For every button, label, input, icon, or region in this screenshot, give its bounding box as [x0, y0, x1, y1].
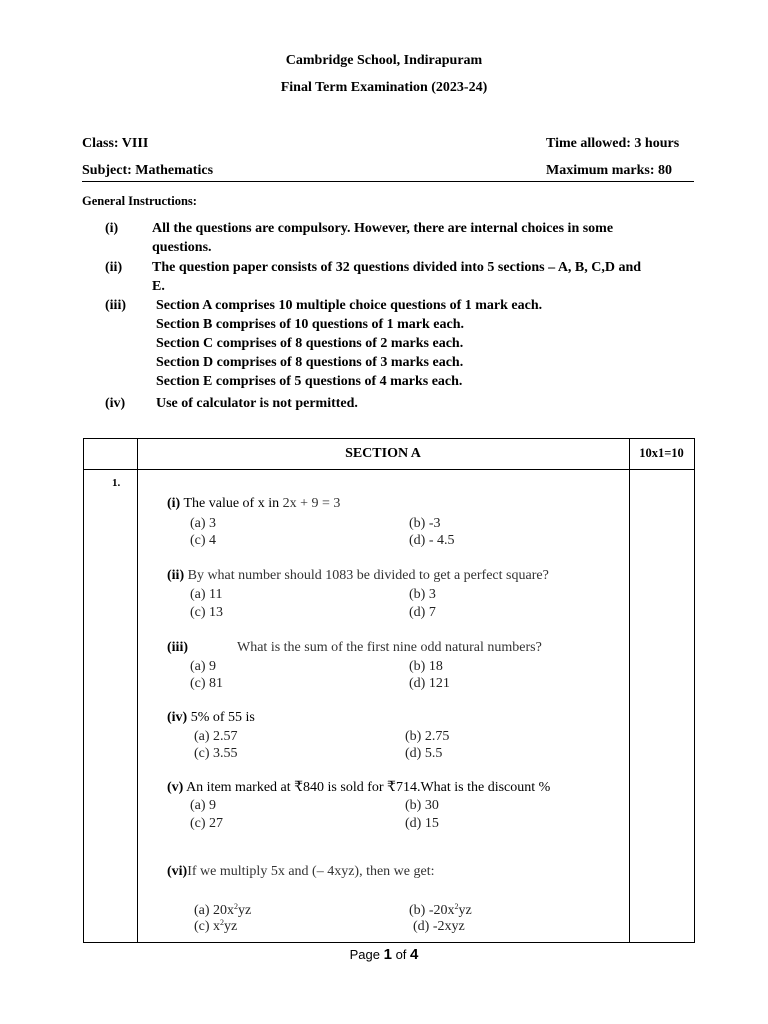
option: (c) 81 [190, 676, 224, 691]
option: (d) - 4.5 [409, 533, 455, 548]
question-item: (vi)If we multiply 5x and (– 4xyz), then we get: [167, 864, 435, 879]
school-name: Cambridge School, Indirapuram [285, 53, 483, 68]
question-item: (iii) [167, 640, 188, 655]
option: (b) 3 [409, 587, 436, 602]
time-allowed-label: Time allowed: 3 hours [546, 136, 680, 151]
question-number: 1. [112, 477, 121, 489]
option: (d) -2xyz [413, 919, 465, 934]
option: (c) $x^2yz$ [194, 918, 238, 934]
exam-title: Final Term Examination (2023-24) [280, 80, 488, 95]
page-number: Page 1 of 4 [349, 946, 419, 963]
max-marks-label: Maximum marks: 80 [546, 163, 672, 178]
question-item: (v) An item marked at ₹840 is sold for ₹714.What is the discount % [167, 780, 551, 795]
instruction-num: (iv) [105, 396, 126, 411]
option: (a) 9 [190, 798, 217, 813]
option: (c) 3.55 [194, 746, 238, 761]
question-item: (ii) By what number should 1083 be divided to get a perfect square? [167, 568, 549, 583]
instruction-text: Use of calculator is not permitted. [156, 396, 358, 411]
instruction-text: Section A comprises 10 multiple choice questions of 1 mark each. Section B comprises of 10 questions of 1 mark each. Section C comprises of 8 questions of 2 marks each. Section D comprises of 8 questions of 3 marks each. Section E comprises of 5 questions of 4 marks each. [156, 298, 543, 389]
question-item: (i) The value of x in 2x + 9 = 3 [167, 496, 341, 511]
option: (a) 2.57 [194, 729, 238, 744]
instruction-text: All the questions are compulsory. However, there are internal choices in some questions. [152, 221, 614, 255]
option: (b) $-20x^2yz$ [409, 902, 472, 918]
option: (d) 5.5 [405, 746, 443, 761]
option: (d) 121 [409, 676, 450, 691]
option: (d) 15 [405, 816, 439, 831]
instruction-num: (i) [105, 221, 119, 236]
option: (a) 9 [190, 659, 217, 674]
option: (b) 18 [409, 659, 443, 674]
option: (a) 11 [190, 587, 223, 602]
class-label: Class: VIII [82, 136, 149, 151]
instruction-num: (iii) [105, 298, 126, 313]
instructions-title: General Instructions: [82, 194, 197, 208]
header-divider [82, 181, 694, 182]
option: (d) 7 [409, 605, 436, 620]
option: (c) 13 [190, 605, 224, 620]
question-item: (iv) 5% of 55 is [167, 710, 255, 725]
subject-label: Subject: Mathematics [82, 163, 214, 178]
option: (b) -3 [409, 516, 441, 531]
option: (a) 3 [190, 516, 217, 531]
option: (c) 27 [190, 816, 224, 831]
section-title: SECTION A [345, 446, 421, 461]
instruction-text: The question paper consists of 32 questions divided into 5 sections – A, B, C,D and E. [152, 260, 642, 294]
instruction-num: (ii) [105, 260, 123, 275]
section-marks: 10x1=10 [639, 446, 684, 460]
option: (b) 2.75 [405, 729, 450, 744]
question-text: What is the sum of the first nine odd natural numbers? [237, 640, 542, 655]
option: (b) 30 [405, 798, 439, 813]
option: (a) $20x^2yz$ [194, 902, 252, 918]
option: (c) 4 [190, 533, 217, 548]
